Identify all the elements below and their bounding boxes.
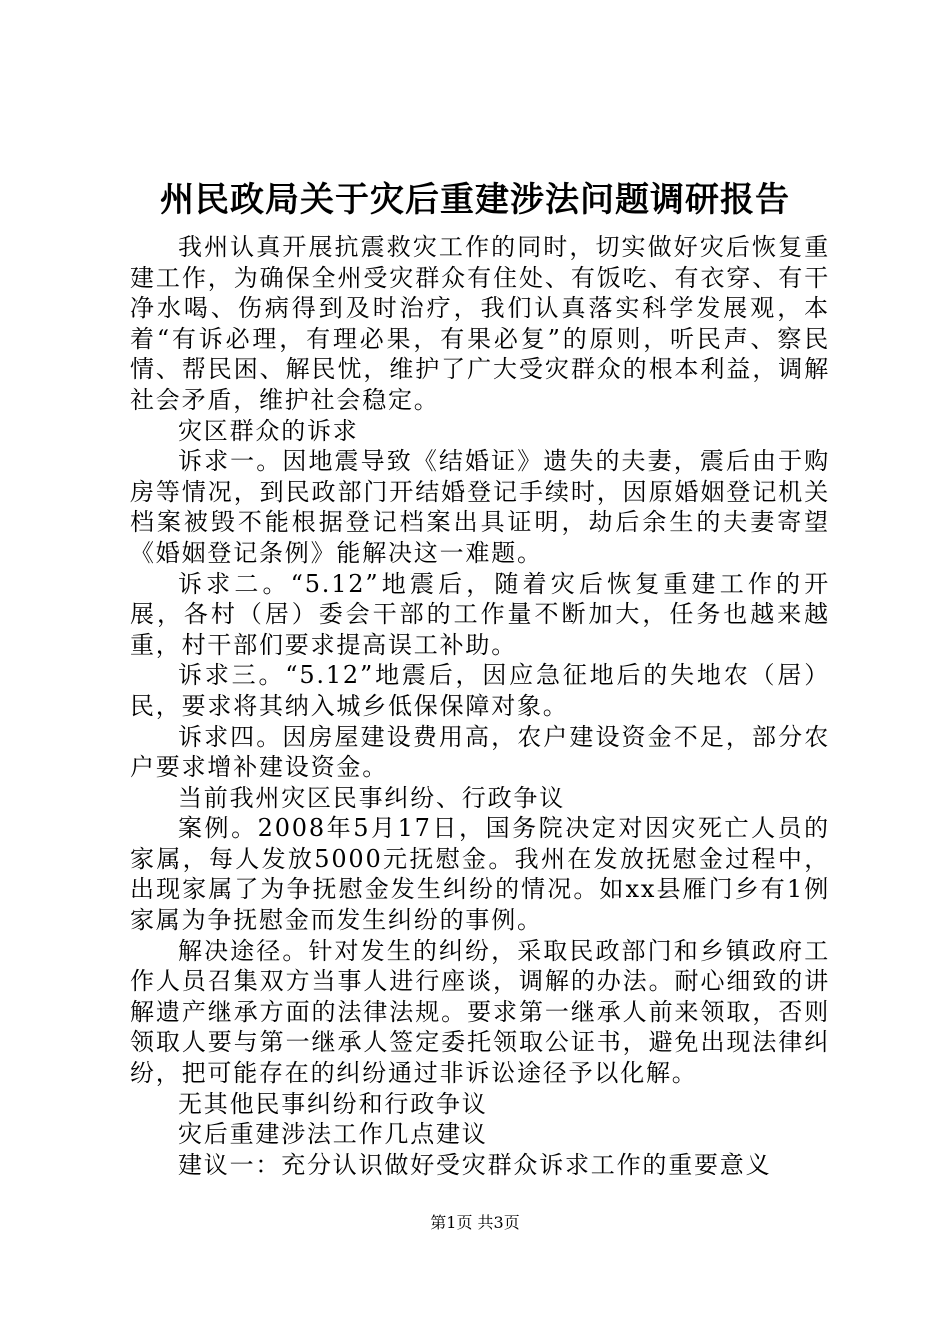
paragraph-no-other-disputes: 无其他民事纠纷和行政争议 bbox=[178, 1089, 488, 1118]
paragraph-demand-2: 诉求二。“5.12”地震后，随着灾后恢复重建工作的开展，各村（居）委会干部的工作量不断加大，任务也越来越重，村干部们要求提高误工补助。 bbox=[130, 569, 830, 659]
document-body bbox=[130, 232, 830, 1180]
paragraph-demand-1: 诉求一。因地震导致《结婚证》遗失的夫妻，震后由于购房等情况，到民政部门开结婚登记手续时，因原婚姻登记机关档案被毁不能根据登记档案出具证明，劫后余生的夫妻寄望《婚姻登记条例》能解决这一难题。 bbox=[130, 447, 830, 567]
section-heading-suggestions: 灾后重建涉法工作几点建议 bbox=[178, 1120, 488, 1149]
section-heading-disputes: 当前我州灾区民事纠纷、行政争议 bbox=[178, 783, 565, 812]
paragraph-demand-4: 诉求四。因房屋建设费用高，农户建设资金不足，部分农户要求增补建设资金。 bbox=[130, 722, 830, 782]
paragraph-case: 案例。2008年5月17日，国务院决定对因灾死亡人员的家属，每人发放5000元抚慰金。我州在发放抚慰金过程中，出现家属了为争抚慰金发生纠纷的情况。如xx县雁门乡有1例家属为争抚慰金而发生纠纷的事例。 bbox=[130, 814, 830, 935]
paragraph-demand-3: 诉求三。“5.12”地震后，因应急征地后的失地农（居）民，要求将其纳入城乡低保保障对象。 bbox=[130, 661, 830, 720]
page-footer: 第1页 共3页 bbox=[430, 1213, 520, 1232]
paragraph-solution: 解决途径。针对发生的纠纷，采取民政部门和乡镇政府工作人员召集双方当事人进行座谈，调解的办法。耐心细致的讲解遗产继承方面的法律法规。要求第一继承人前来领取，否则领取人要与第一继承人签定委托领取公证书，避免出现法律纠纷，把可能存在的纠纷通过非诉讼途径予以化解。 bbox=[130, 936, 830, 1088]
paragraph-intro: 我州认真开展抗震救灾工作的同时，切实做好灾后恢复重建工作，为确保全州受灾群众有住处、有饭吃、有衣穿、有干净水喝、伤病得到及时治疗，我们认真落实科学发展观，本着“有诉必理，有理必果，有果必复”的原则，听民声、察民情、帮民困、解民忧，维护了广大受灾群众的根本利益，调解社会矛盾，维护社会稳定。 bbox=[130, 233, 830, 414]
paragraph-suggestion-1: 建议一：充分认识做好受灾群众诉求工作的重要意义 bbox=[178, 1150, 772, 1179]
section-heading-demands: 灾区群众的诉求 bbox=[178, 416, 359, 445]
document-title: 州民政局关于灾后重建涉法问题调研报告 bbox=[160, 180, 790, 220]
